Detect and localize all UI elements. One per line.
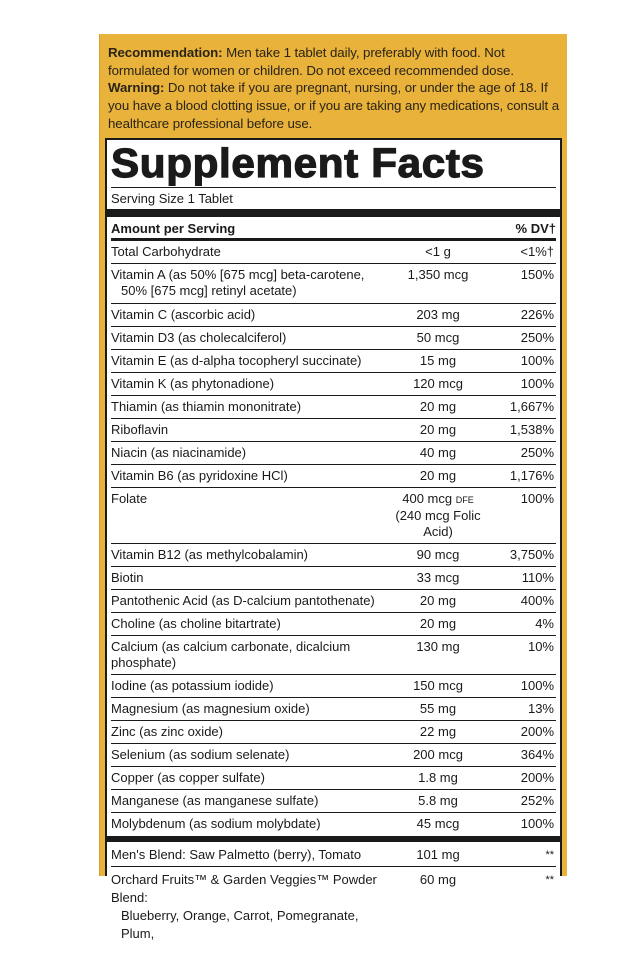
nutrient-row: Manganese (as manganese sulfate) 5.8 mg 252% [111,790,556,813]
amount-per-serving-header: Amount per Serving [111,221,236,236]
nutrient-row: Magnesium (as magnesium oxide) 55 mg 13% [111,698,556,721]
nutrient-row: Iodine (as potassium iodide) 150 mcg 100% [111,675,556,698]
daily-value-header: % DV† [515,221,556,236]
warning-label: Warning: [108,80,165,96]
supplement-facts-panel [105,138,562,941]
nutrient-row: Vitamin E (as d-alpha tocopheryl succinate) 15 mg 100% [111,350,556,373]
nutrient-row: Selenium (as sodium selenate) 200 mcg 364% [111,744,556,767]
nutrient-row-folate: Folate 400 mcg DFE (240 mcg Folic Acid) 100% [111,488,556,544]
nutrient-row: Vitamin A (as 50% [675 mcg] beta-carotene, 50% [675 mcg] retinyl acetate) 1,350 mcg 150% [111,264,556,304]
nutrient-row: Choline (as choline bitartrate) 20 mg 4% [111,613,556,636]
serving-size: Serving Size 1 Tablet [111,187,556,209]
warning-text: Do not take if you are pregnant, nursing, or under the age of 18. If you have a blood clotting issue, or if you are taking any medications, consult a healthcare professional before use. [108,80,560,131]
blend-row-orchard: Orchard Fruits™ & Garden Veggies™ Powder Blend: Blueberry, Orange, Carrot, Pomegranate, Plum, 60 mg ** [111,871,554,941]
nutrient-row: Thiamin (as thiamin mononitrate) 20 mg 1,667% [111,396,556,419]
facts-header-row [111,217,556,241]
recommendation-text: Men take 1 tablet daily, preferably with food. Not formulated for women or children. Do not exceed recommended dose. [108,45,514,78]
nutrient-row: Riboflavin 20 mg 1,538% [111,419,556,442]
thick-divider [107,209,560,217]
nutrient-row: Total Carbohydrate <1 g <1%† [111,241,556,264]
nutrient-row: Niacin (as niacinamide) 40 mg 250% [111,442,556,465]
nutrient-row: Vitamin D3 (as cholecalciferol) 50 mcg 250% [111,327,556,350]
nutrient-row: Vitamin B12 (as methylcobalamin) 90 mcg 3,750% [111,544,556,567]
nutrient-row: Vitamin C (ascorbic acid) 203 mg 226% [111,304,556,327]
blend-row-mens: Men's Blend: Saw Palmetto (berry), Tomato 101 mg ** [111,842,556,867]
nutrient-row: Molybdenum (as sodium molybdate) 45 mcg 100% [111,816,554,831]
nutrient-list [111,241,556,836]
nutrient-row: Zinc (as zinc oxide) 22 mg 200% [111,721,556,744]
usage-notice [108,44,560,133]
nutrient-row: Pantothenic Acid (as D-calcium pantothenate) 20 mg 400% [111,590,556,613]
recommendation-label: Recommendation: [108,45,223,60]
product-label [99,34,567,941]
facts-title: Supplement Facts [111,140,485,186]
nutrient-row: Biotin 33 mcg 110% [111,567,556,590]
nutrient-row: Vitamin K (as phytonadione) 120 mcg 100% [111,373,556,396]
nutrient-row: Vitamin B6 (as pyridoxine HCl) 20 mg 1,176% [111,465,556,488]
nutrient-row: Copper (as copper sulfate) 1.8 mg 200% [111,767,556,790]
nutrient-row: Calcium (as calcium carbonate, dicalcium phosphate) 130 mg 10% [111,636,556,675]
